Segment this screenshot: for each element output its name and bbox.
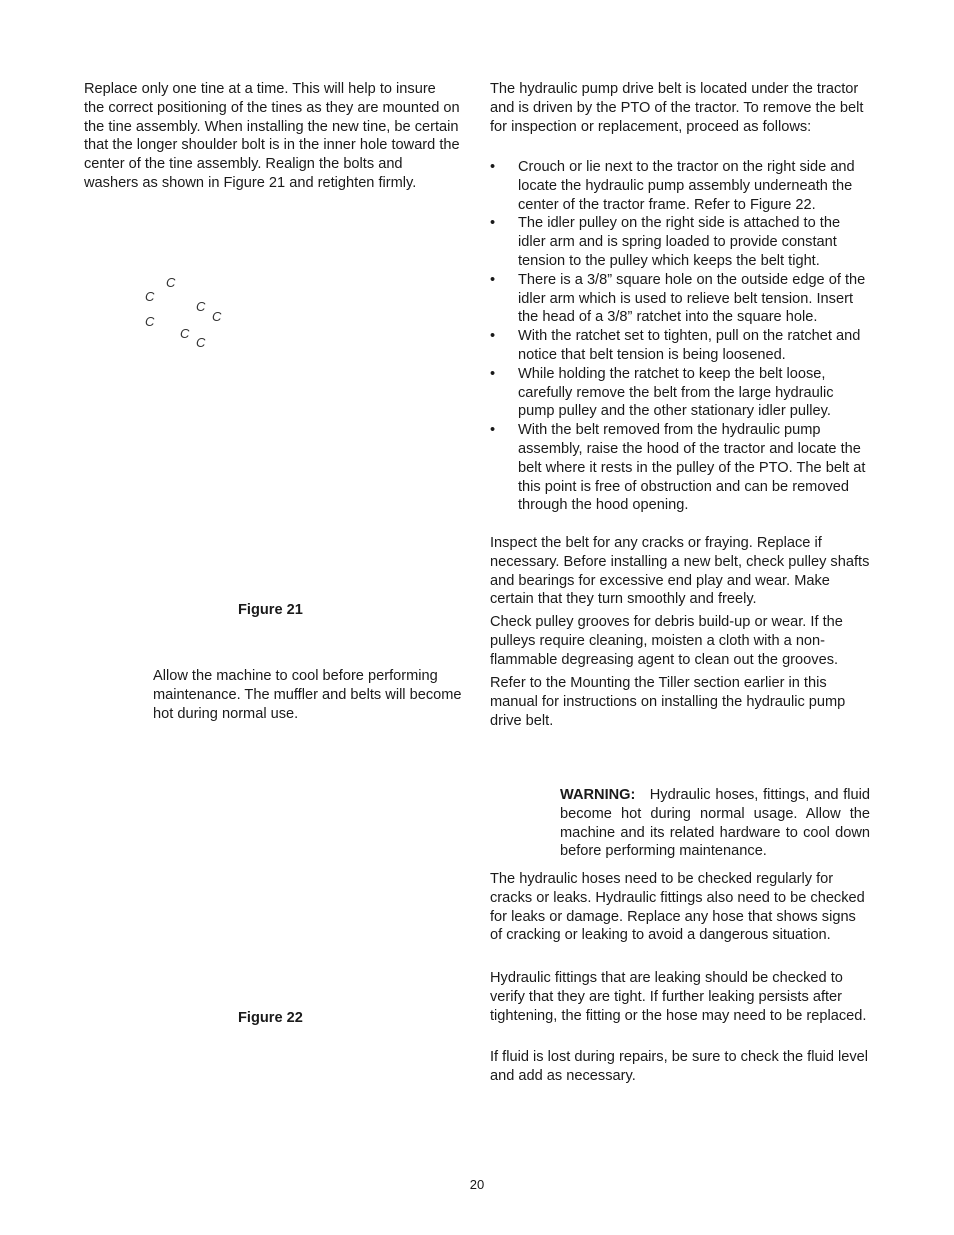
warning-text: Hydraulic hoses, fittings, and fluid become hot during normal usage. Allow the machine and its related hardware to cool down before performing maintenance. (560, 787, 870, 860)
bolt-mark: C (180, 326, 190, 341)
list-item (490, 271, 870, 327)
warning-label: WARNING: (560, 787, 636, 803)
figure-22-caption: Figure 22 (238, 1010, 303, 1026)
list-item-text: Crouch or lie next to the tractor on the right side and locate the hydraulic pump assembly underneath the center of the tractor frame. Refer to Figure 22. (518, 159, 855, 213)
list-item-text: With the belt removed from the hydraulic pump assembly, raise the hood of the tractor and locate the belt where it rests in the pulley of the PTO. The belt at this point is free of obstruction and can be removed through the hood opening. (518, 422, 866, 514)
figure-21-caption: Figure 21 (238, 602, 303, 618)
list-item (490, 214, 870, 270)
pulley-grooves-paragraph: Check pulley grooves for debris build-up or wear. If the pulleys require cleaning, moisten a cloth with a non-flammable degreasing agent to clean out the grooves. (490, 614, 843, 668)
bolt-mark: C (196, 299, 206, 314)
bolt-mark: C (145, 289, 155, 304)
bullet-icon: • (490, 271, 496, 288)
list-item (490, 158, 870, 214)
bullet-icon: • (490, 365, 496, 382)
list-item (490, 327, 870, 365)
list-item-text: The idler pulley on the right side is attached to the idler arm and is spring loaded to provide constant tension to the pulley which keeps the belt tight. (518, 215, 841, 269)
list-item-text: While holding the ratchet to keep the belt loose, carefully remove the belt from the large hydraulic pump pulley and the other stationary idler pulley. (518, 365, 834, 420)
bolt-mark: C (166, 275, 176, 290)
hydraulic-fittings-paragraph: Hydraulic fittings that are leaking should be checked to verify that they are tight. If further leaking persists after tightening, the fitting or the hose may need to be replaced. (490, 970, 867, 1024)
inspect-belt-paragraph: Inspect the belt for any cracks or fraying. Replace if necessary. Before installing a new belt, check pulley shafts and bearings for excessive end play and wear. Make certain that they turn smoothly and freely. (490, 535, 870, 608)
bullet-icon: • (490, 159, 496, 175)
page-number: 20 (469, 1177, 485, 1192)
bullet-icon: • (490, 215, 496, 232)
bullet-icon: • (490, 422, 496, 439)
list-item-text: With the ratchet set to tighten, pull on the ratchet and notice that belt tension is being loosened. (518, 328, 861, 363)
hydraulic-hoses-paragraph: The hydraulic hoses need to be checked regularly for cracks or leaks. Hydraulic fittings also need to be checked for leaks or damage. Replace any hose that shows signs of cracking or leaking to avoid a dangerous situation. (490, 871, 865, 944)
list-item (490, 365, 870, 421)
figure-21-tine-marks (140, 272, 230, 352)
list-item-text: There is a 3/8” square hole on the outside edge of the idler arm which is used to relieve belt tension. Insert the head of a 3/8” ratchet into the square hole. (518, 271, 866, 326)
cool-before-maintenance-note: Allow the machine to cool before performing maintenance. The muffler and belts will become hot during normal use. (153, 668, 462, 722)
fluid-level-paragraph: If fluid is lost during repairs, be sure to check the fluid level and add as necessary. (490, 1049, 869, 1084)
list-item (490, 421, 870, 515)
bolt-mark: C (212, 309, 222, 324)
hydraulic-warning (560, 786, 870, 861)
belt-removal-steps (490, 158, 870, 515)
tine-replacement-paragraph: Replace only one tine at a time. This will help to insure the correct positioning of the tines as they are mounted on the tine assembly. When installing the new tine, be certain that the longer shoulder bolt is in the inner hole toward the center of the tine assembly. Realign the bolts and washers as shown in Figure 21 and retighten firmly. (84, 81, 460, 191)
bullet-icon: • (490, 328, 496, 345)
bolt-mark: C (196, 335, 206, 350)
bolt-mark: C (145, 314, 155, 329)
drive-belt-intro: The hydraulic pump drive belt is located under the tractor and is driven by the PTO of the tractor. To remove the belt for inspection or replacement, proceed as follows: (490, 81, 864, 135)
refer-mounting-paragraph: Refer to the Mounting the Tiller section earlier in this manual for instructions on installing the hydraulic pump drive belt. (490, 675, 846, 729)
